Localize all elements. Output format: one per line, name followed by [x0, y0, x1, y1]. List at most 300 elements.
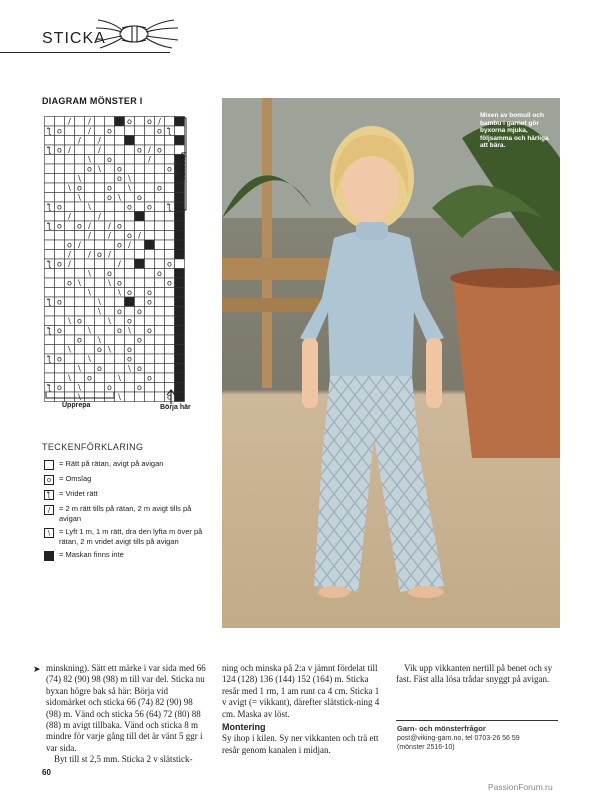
chart-cell [105, 145, 115, 155]
chart-symbol: ƪ [168, 202, 171, 212]
chart-cell [55, 269, 65, 279]
chart-symbol: o [107, 183, 112, 193]
chart-symbol: \ [88, 288, 91, 297]
chart-symbol: o [157, 269, 162, 278]
chart-symbol: \ [118, 193, 121, 202]
chart-cell [175, 316, 185, 326]
chart-cell [165, 326, 175, 336]
chart-cell [45, 345, 55, 355]
chart-cell [55, 174, 65, 184]
chart-cell [95, 117, 105, 127]
chart-cell [165, 174, 175, 184]
chart-cell [85, 335, 95, 345]
chart-cell [145, 240, 155, 250]
chart-cell [135, 136, 145, 146]
chart-symbol: o [117, 174, 122, 183]
chart-cell [125, 373, 135, 383]
chart-symbol: o [57, 297, 62, 307]
chart-cell [85, 145, 95, 155]
chart-cell [45, 164, 55, 174]
chart-cell [175, 231, 185, 241]
chart-cell [165, 250, 175, 260]
chart-symbol: o [157, 145, 162, 155]
chart-cell [45, 212, 55, 222]
chart-symbol: o [117, 307, 122, 316]
chart-cell [135, 212, 145, 222]
chart-cell [105, 297, 115, 307]
chart-cell [125, 145, 135, 155]
chart-cell [95, 373, 105, 383]
chart-cell [55, 231, 65, 241]
chart-cell [165, 307, 175, 317]
repeat-label-bottom: Upprepa [62, 402, 91, 409]
chart-symbol: o [147, 288, 152, 297]
chart-symbol: \ [108, 278, 111, 288]
continue-arrow-icon: ➤ [33, 664, 41, 674]
chart-symbol: o [57, 202, 62, 212]
chart-cell [115, 231, 125, 241]
chart-cell [155, 345, 165, 355]
chart-cell [145, 231, 155, 241]
chart-symbol: o [147, 202, 152, 212]
chart-symbol: / [148, 145, 151, 155]
chart-symbol: \ [68, 373, 71, 383]
chart-cell [65, 174, 75, 184]
chart-symbol: \ [88, 354, 91, 364]
chart-cell [135, 278, 145, 288]
chart-cell [135, 155, 145, 165]
chart-cell [85, 345, 95, 355]
chart-cell [125, 259, 135, 269]
chart-cell [155, 326, 165, 336]
chart-cell [135, 202, 145, 212]
chart-cell [55, 183, 65, 193]
chart-symbol: o [57, 326, 62, 335]
chart-cell [135, 354, 145, 364]
chart-cell [115, 126, 125, 136]
chart-cell [115, 202, 125, 212]
chart-cell [55, 316, 65, 326]
chart-cell [145, 183, 155, 193]
chart-cell [95, 193, 105, 203]
chart-cell [105, 307, 115, 317]
chart-cell [125, 297, 135, 307]
chart-cell [115, 316, 125, 326]
chart-cell [165, 117, 175, 127]
chart-symbol: \ [68, 183, 71, 193]
chart-cell [45, 193, 55, 203]
chart-cell [155, 288, 165, 298]
chart-cell [95, 202, 105, 212]
chart-cell [65, 164, 75, 174]
chart-symbol: \ [98, 335, 101, 345]
chart-symbol: \ [118, 373, 121, 383]
chart-symbol: o [67, 240, 72, 250]
chart-cell [55, 240, 65, 250]
chart-cell [145, 193, 155, 203]
chart-cell [65, 269, 75, 279]
chart-cell [85, 278, 95, 288]
chart-symbol: o [77, 335, 82, 345]
contact-box [397, 724, 562, 753]
chart-cell [115, 117, 125, 127]
chart-cell [75, 259, 85, 269]
chart-symbol: o [57, 145, 62, 155]
chart-symbol: o [77, 221, 82, 231]
chart-cell [85, 307, 95, 317]
chart-symbol: o [107, 269, 112, 278]
chart-symbol: / [88, 117, 91, 126]
chart-symbol: / [98, 136, 101, 145]
chart-symbol: o [117, 278, 122, 288]
chart-symbol: o [127, 316, 132, 326]
chart-cell [75, 288, 85, 298]
chart-cell [125, 212, 135, 222]
chart-symbol: \ [78, 364, 81, 373]
chart-symbol: o [107, 193, 112, 202]
chart-cell [175, 221, 185, 231]
chart-cell [165, 212, 175, 222]
contact-email[interactable]: post@viking-garn.no, tel 0703-26 56 59 [397, 734, 520, 742]
chart-symbol: / [138, 231, 141, 240]
contact-title: Garn- och mönsterfrågor [397, 724, 486, 733]
chart-symbol: \ [108, 316, 111, 326]
chart-cell [105, 136, 115, 146]
chart-cell [165, 373, 175, 383]
chart-cell [95, 259, 105, 269]
chart-cell [175, 212, 185, 222]
chart-cell [175, 364, 185, 374]
chart-cell [105, 202, 115, 212]
repeat-bracket-right [180, 116, 190, 212]
body-column-2: ning och minska på 2:a v jämnt fördelat till 124 (128) 136 (144) 152 (164) m. Sticka resår med 1 rm, 1 am runt ca 4 cm. Sticka 1 v avigt (= vikkant), därefter slätstick-ning 4 cm. Maska av löst. Montering Sy ihop i kilen. Sy ner vikkanten och trä ett resår genom kanalen i midjan. [222, 663, 384, 756]
chart-symbol: / [118, 259, 121, 269]
chart-symbol: \ [88, 202, 91, 212]
chart-symbol: o [127, 117, 132, 126]
chart-cell [105, 335, 115, 345]
chart-cell [125, 136, 135, 146]
chart-cell [45, 288, 55, 298]
chart-cell [85, 174, 95, 184]
chart-cell [115, 297, 125, 307]
chart-cell [65, 307, 75, 317]
chart-symbol: \ [128, 174, 131, 183]
chart-cell [115, 364, 125, 374]
legend-item: = Rätt på rätan, avigt på avigan [44, 459, 204, 470]
chart-cell [95, 383, 105, 393]
chart-cell [165, 145, 175, 155]
chart-symbol: \ [78, 278, 81, 288]
legend-item: \ = Lyft 1 m, 1 m rätt, dra den lyfta m över på rätan, 2 m vridet avigt tills på avigan [44, 527, 204, 546]
yarn-over-icon: o [44, 475, 54, 485]
chart-cell [165, 345, 175, 355]
chart-symbol: o [167, 164, 172, 174]
chart-symbol: o [87, 164, 92, 174]
chart-cell [175, 278, 185, 288]
chart-cell [155, 240, 165, 250]
chart-cell [75, 145, 85, 155]
chart-cell [125, 221, 135, 231]
chart-cell [45, 155, 55, 165]
chart-cell [155, 383, 165, 393]
repeat-label-right: Upprepa [179, 152, 186, 181]
chart-cell [125, 278, 135, 288]
chart-cell [175, 250, 185, 260]
chart-cell [105, 117, 115, 127]
chart-cell [145, 364, 155, 374]
chart-cell [135, 250, 145, 260]
chart-symbol: / [108, 250, 111, 259]
twisted-stitch-icon: ƪ [44, 490, 54, 500]
chart-symbol: ƪ [48, 297, 51, 307]
chart-cell [45, 231, 55, 241]
chart-symbol: o [107, 383, 112, 392]
chart-symbol: o [167, 259, 172, 269]
chart-symbol: o [137, 193, 142, 202]
chart-cell [45, 269, 55, 279]
chart-cell [145, 259, 155, 269]
chart-symbol: \ [108, 345, 111, 354]
chart-symbol: o [57, 126, 62, 136]
chart-symbol: o [137, 145, 142, 155]
chart-symbol: ƪ [48, 259, 51, 269]
filled-square-icon [44, 551, 54, 561]
chart-symbol: / [78, 240, 81, 250]
chart-cell [65, 193, 75, 203]
chart-cell [165, 316, 175, 326]
chart-symbol: o [127, 354, 132, 364]
chart-cell [165, 354, 175, 364]
chart-cell [85, 240, 95, 250]
chart-cell [45, 316, 55, 326]
chart-cell [175, 326, 185, 336]
chart-cell [55, 193, 65, 203]
chart-cell [175, 383, 185, 393]
watermark: PassionForum.ru [488, 782, 553, 792]
chart-cell [45, 307, 55, 317]
chart-cell [45, 174, 55, 184]
chart-symbol: ƪ [168, 126, 171, 136]
chart-cell [145, 250, 155, 260]
chart-symbol: \ [78, 193, 81, 202]
chart-cell [125, 383, 135, 393]
chart-cell [45, 183, 55, 193]
chart-cell [175, 354, 185, 364]
chart-cell [85, 193, 95, 203]
chart-cell [75, 345, 85, 355]
chart-symbol: / [78, 136, 81, 145]
chart-cell [75, 164, 85, 174]
chart-cell [165, 288, 175, 298]
chart-symbol: ƪ [48, 202, 51, 212]
chart-cell [65, 202, 75, 212]
chart-cell [175, 297, 185, 307]
chart-cell [105, 164, 115, 174]
chart-cell [45, 278, 55, 288]
chart-cell [145, 174, 155, 184]
chart-cell [85, 316, 95, 326]
chart-cell [95, 174, 105, 184]
chart-symbol: o [147, 297, 152, 307]
slash-decrease-icon: / [44, 505, 54, 515]
chart-cell [135, 221, 145, 231]
chart-cell [165, 221, 175, 231]
chart-cell [45, 373, 55, 383]
chart-cell [145, 221, 155, 231]
chart-cell [155, 155, 165, 165]
chart-symbol: \ [88, 326, 91, 335]
chart-cell [105, 174, 115, 184]
chart-cell [125, 335, 135, 345]
chart-cell [155, 335, 165, 345]
chart-cell [165, 240, 175, 250]
chart-cell [85, 383, 95, 393]
chart-cell [125, 155, 135, 165]
chart-cell [95, 288, 105, 298]
chart-symbol: / [68, 117, 71, 126]
chart-symbol: \ [88, 155, 91, 164]
chart-symbol: o [67, 278, 72, 288]
chart-cell [65, 364, 75, 374]
photo-caption: Mixen av bomull och bambu i garnet gör byxorna mjuka, följsamma och härliga att bära. [480, 112, 549, 149]
chart-symbol: / [88, 221, 91, 231]
chart-symbol: / [88, 250, 91, 259]
chart-cell [135, 126, 145, 136]
chart-cell [75, 269, 85, 279]
chart-cell [55, 345, 65, 355]
chart-cell [105, 240, 115, 250]
chart-cell [145, 316, 155, 326]
chart-cell [155, 354, 165, 364]
contact-rule [396, 720, 558, 721]
chart-cell [45, 136, 55, 146]
chart-cell [175, 307, 185, 317]
chart-symbol: o [147, 326, 152, 335]
chart-symbol: o [137, 364, 142, 373]
chart-cell [75, 373, 85, 383]
chart-cell [55, 164, 65, 174]
chart-cell [145, 335, 155, 345]
chart-cell [135, 316, 145, 326]
chart-cell [105, 364, 115, 374]
chart-cell [155, 136, 165, 146]
chart-symbol: o [97, 250, 102, 259]
legend-item: ƪ = Vridet rätt [44, 489, 204, 500]
chart-cell [95, 278, 105, 288]
chart-cell [45, 240, 55, 250]
chart-cell [135, 373, 145, 383]
chart-symbol: o [107, 126, 112, 136]
chart-cell [65, 354, 75, 364]
chart-cell [165, 335, 175, 345]
chart-cell [95, 316, 105, 326]
chart-cell [115, 183, 125, 193]
chart-cell [135, 174, 145, 184]
chart-cell [145, 307, 155, 317]
chart-cell [115, 250, 125, 260]
chart-cell [75, 307, 85, 317]
chart-cell [165, 136, 175, 146]
chart-symbol: / [98, 145, 101, 155]
chart-symbol: o [147, 117, 152, 126]
chart-cell [55, 373, 65, 383]
chart-cell [115, 269, 125, 279]
chart-cell [55, 117, 65, 127]
chart-symbol: o [117, 221, 122, 231]
chart-cell [55, 335, 65, 345]
chart-cell [155, 278, 165, 288]
chart-cell [115, 155, 125, 165]
chart-symbol: \ [78, 174, 81, 183]
chart-cell [135, 288, 145, 298]
chart-cell [155, 231, 165, 241]
chart-cell [145, 383, 155, 393]
chart-cell [145, 212, 155, 222]
chart-cell [55, 212, 65, 222]
chart-cell [155, 174, 165, 184]
chart-symbol: / [68, 212, 71, 221]
chart-cell [65, 335, 75, 345]
chart-cell [95, 126, 105, 136]
chart-cell [155, 297, 165, 307]
body-column-3: Vik upp vikkanten nertill på benet och sy fast. Fäst alla lösa trådar snyggt på avigan. [396, 663, 553, 685]
chart-cell [175, 269, 185, 279]
chart-cell [165, 155, 175, 165]
chart-cell [115, 354, 125, 364]
chart-symbol: / [98, 212, 101, 221]
chart-cell [165, 269, 175, 279]
chart-cell [125, 269, 135, 279]
chart-cell [145, 354, 155, 364]
chart-symbol: \ [98, 164, 101, 174]
chart-cell [155, 164, 165, 174]
chart-cell [95, 231, 105, 241]
chart-cell [65, 136, 75, 146]
chart-symbol: / [68, 259, 71, 269]
chart-cell [55, 307, 65, 317]
chart-cell [125, 126, 135, 136]
chart-symbol: \ [88, 269, 91, 278]
chart-cell [55, 288, 65, 298]
chart-symbol: o [57, 383, 62, 392]
chart-symbol: o [137, 383, 142, 392]
chart-cell [165, 193, 175, 203]
product-photo [222, 98, 560, 628]
chart-cell [95, 240, 105, 250]
chart-cell [75, 212, 85, 222]
backslash-decrease-icon: \ [44, 528, 54, 538]
chart-cell [75, 231, 85, 241]
chart-cell [115, 383, 125, 393]
chart-symbol: / [68, 250, 71, 259]
chart-cell [95, 221, 105, 231]
chart-cell [65, 383, 75, 393]
diagram-title: DIAGRAM MÖNSTER I [42, 96, 143, 106]
section-title: STICKA [42, 30, 106, 47]
chart-cell [55, 155, 65, 165]
chart-cell [145, 278, 155, 288]
chart-cell [165, 183, 175, 193]
chart-cell [45, 364, 55, 374]
chart-cell [75, 354, 85, 364]
chart-cell [155, 212, 165, 222]
yarn-skein-icon [92, 14, 182, 54]
chart-cell [85, 297, 95, 307]
chart-symbol: o [127, 231, 132, 240]
chart-cell [175, 259, 185, 269]
chart-cell [175, 345, 185, 355]
body-column-1: minskning). Sätt ett märke i var sida med 66 (74) 82 (90) 98 (98) m till var del. Sticka nu byxan högre bak så här: Börja vid sidomärket och sticka 66 (74) 82 (90) 98 (98) m. Vänd och sticka 56 (64) 72 (80) 88 (88) m avigt tillbaka. Vänd och sticka 8 m mindre för varje gång till det är vänt 5 ggr i var sida. Byt till st 2,5 mm. Sticka 2 v slätstick- [46, 663, 206, 765]
